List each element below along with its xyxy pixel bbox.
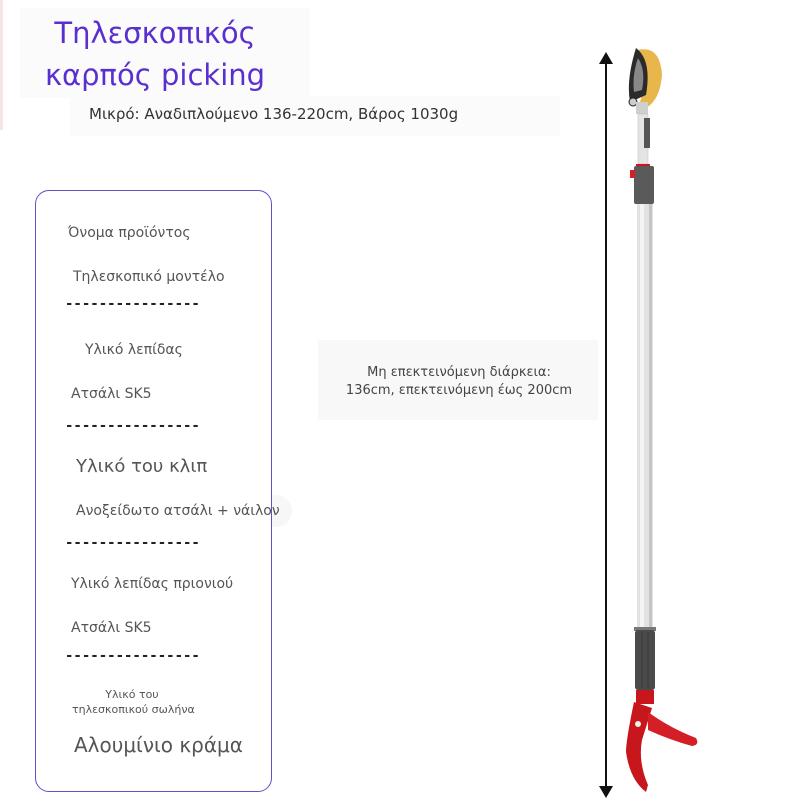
- divider: ----------------: [65, 418, 200, 434]
- spec-value-tube-material: Αλουμίνιο κράμα: [74, 733, 243, 757]
- spec-label-clip-material: Υλικό του κλιπ: [76, 456, 207, 477]
- spec-label-product-name: Όνομα προϊόντος: [68, 225, 191, 241]
- left-edge-decoration: [0, 0, 3, 130]
- divider: ----------------: [65, 296, 200, 312]
- product-subtitle: Μικρό: Αναδιπλούμενο 136-220cm, Βάρος 1030g: [89, 105, 459, 123]
- spec-value-blade-material: Ατσάλι SK5: [71, 386, 152, 402]
- spec-label-blade-material: Υλικό λεπίδας: [85, 342, 183, 358]
- page-title: Τηλεσκοπικός καρπός picking: [44, 16, 266, 92]
- spec-value-product-name: Τηλεσκοπικό μοντέλο: [73, 269, 225, 285]
- spec-value-saw-blade-material: Ατσάλι SK5: [71, 620, 152, 636]
- telescopic-fruit-picker-icon: [600, 40, 710, 800]
- length-callout: Μη επεκτεινόμενη διάρκεια: 136cm, επεκτεινόμενη έως 200cm: [345, 365, 573, 398]
- spec-label-tube-material: Υλικό του τηλεσκοπικού σωλήνα: [72, 687, 192, 717]
- spec-value-clip-material: Ανοξείδωτο ατσάλι + νάιλον: [76, 503, 280, 519]
- spec-label-saw-blade-material: Υλικό λεπίδας πριονιού: [71, 576, 233, 592]
- divider: ----------------: [65, 535, 200, 551]
- divider: ----------------: [65, 648, 200, 664]
